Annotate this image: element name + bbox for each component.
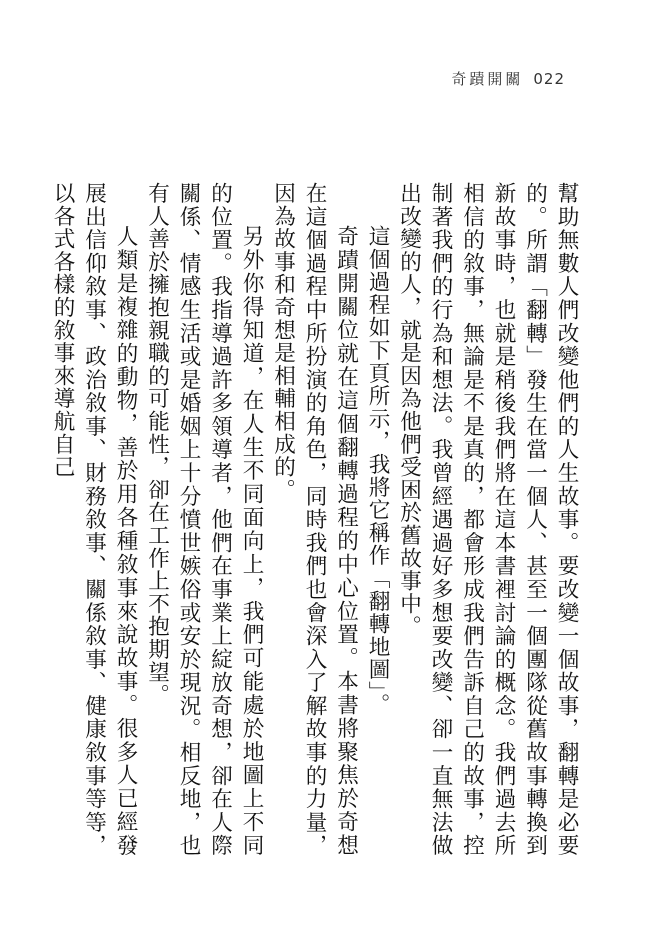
paragraph-4: 另外你得知道，在人生不同面向上，我們可能處於地圖上不同的位置。我指導過許多領導者，他們在事業上綻放奇想，卻在人際關係、情感生活或是婚姻上十分憤世嫉俗或安於現況。相反地，也有人善於擁抱親職的可能性，卻在工作上不抱期望。 <box>144 182 264 857</box>
paragraph-5: 人類是複雜的動物，善於用各種敘事來說故事。很多人已經發展出信仰敘事、政治敘事、財務敘事、關係敘事、健康敘事等等，以各式各樣的敘事來導航自己 <box>50 182 138 857</box>
running-header <box>451 68 565 89</box>
book-title: 奇蹟開關 <box>451 70 524 88</box>
page-number: 022 <box>533 70 565 88</box>
paragraph-2: 這個過程如下頁所示，我將它稱作「翻轉地圖」。 <box>365 225 390 716</box>
paragraph-3: 奇蹟開關位就在這個翻轉過程的中心位置。本書將聚焦於奇想在這個過程中所扮演的角色，同時我們也會深入了解故事的力量，因為故事和奇想是相輔相成的。 <box>270 182 359 857</box>
vertical-text-body <box>47 182 583 857</box>
paragraph-1: 幫助無數人們改變他們的人生故事。要改變一個故事，翻轉是必要的。所謂「翻轉」發生在當一個人、甚至一個團隊從舊故事轉換到新故事時，也就是稍後我們將在這本書裡討論的概念。我們過去所相信的敘事，無論是不是真的，都會形成我們告訴自己的故事，控制著我們的行為和想法。我曾經遇過好多想要改變、卻一直無法做出改變的人，就是因為他們受困於舊故事中。 <box>396 182 579 857</box>
